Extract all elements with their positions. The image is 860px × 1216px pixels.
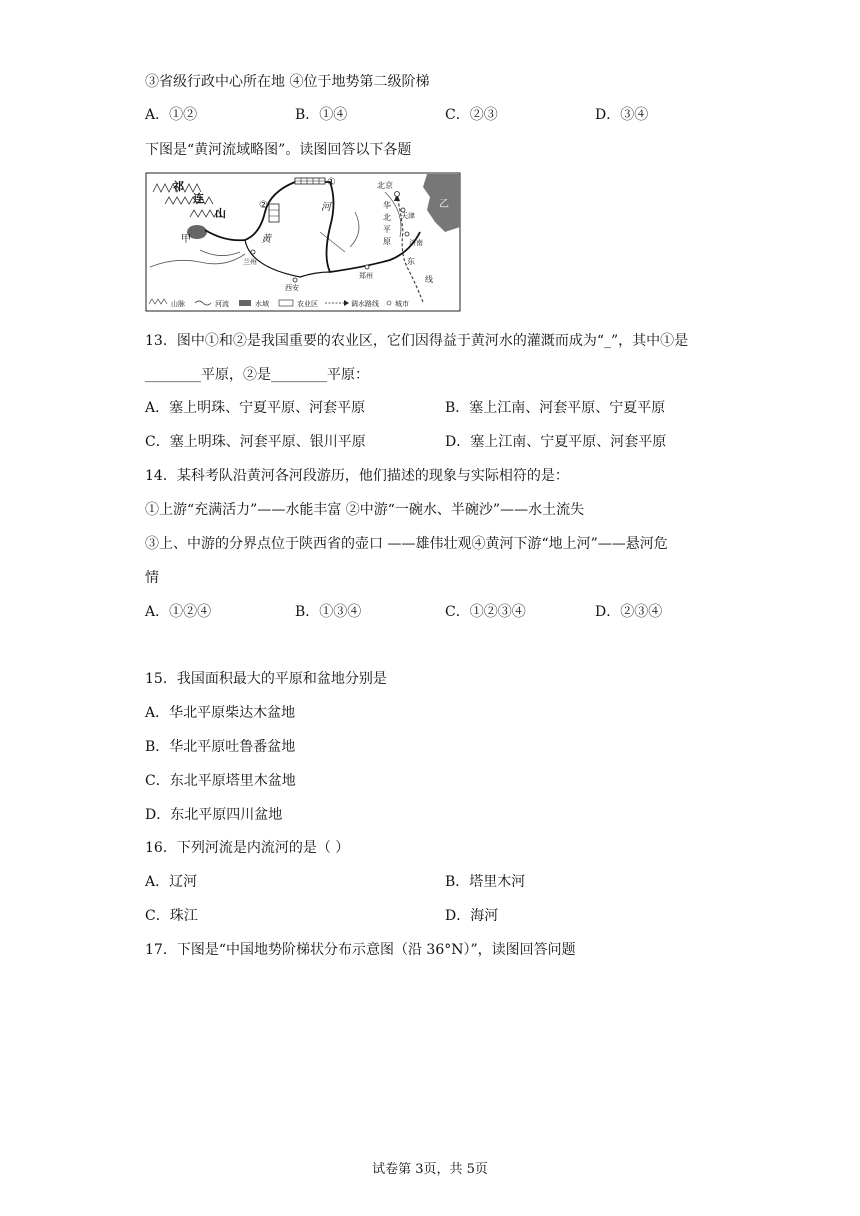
- map-label-qi: 祁: [173, 180, 184, 193]
- map-label-xian2: 线: [425, 275, 433, 284]
- q13-option-a[interactable]: A．塞上明珠、宁夏平原、河套平原: [145, 400, 366, 416]
- legend-farm: 农业区: [297, 300, 318, 308]
- map-intro: 下图是“黄河流域略图”。读图回答以下各题: [145, 142, 412, 158]
- q15-option-b[interactable]: B．华北平原吐鲁番盆地: [145, 739, 296, 755]
- map-label-he: 河: [321, 202, 331, 213]
- map-label-lian: 连: [193, 192, 204, 205]
- legend-mountain: 山脉: [171, 300, 185, 308]
- map-label-yuan: 原: [383, 237, 391, 246]
- q13-stem: 13．图中①和②是我国重要的农业区，它们因得益于黄河水的灌溉而成为“_”，其中①是: [145, 333, 689, 349]
- map-label-zhengzhou: 郑州: [359, 272, 373, 280]
- map-label-lanzhou: 兰州: [243, 258, 257, 266]
- map-label-circle1: ①: [327, 177, 336, 188]
- q12-option-a[interactable]: A．①②: [145, 107, 198, 123]
- q13-option-c[interactable]: C．塞上明珠、河套平原、银川平原: [145, 434, 366, 450]
- q15-option-c[interactable]: C．东北平原塔里木盆地: [145, 773, 296, 789]
- map-label-dong: 东: [407, 257, 415, 266]
- q16-stem: 16．下列河流是内流河的是（ ）: [145, 840, 350, 856]
- map-label-ping: 平: [383, 225, 391, 234]
- q16-option-a[interactable]: A．辽河: [145, 874, 198, 890]
- q13-stem-cont: ________平原，②是________平原：: [145, 367, 369, 383]
- q14-option-a[interactable]: A．①②④: [145, 604, 212, 620]
- q12-option-b[interactable]: B．①④: [295, 107, 348, 123]
- map-label-yi: 乙: [439, 199, 449, 210]
- q16-option-c[interactable]: C．珠江: [145, 908, 198, 924]
- q14-option-d[interactable]: D．②③④: [595, 604, 663, 620]
- map-label-hua: 华: [383, 201, 391, 210]
- legend-water: 水域: [255, 300, 269, 308]
- page-footer: 试卷第 3页，共 5页: [372, 1162, 488, 1177]
- q13-option-b[interactable]: B．塞上江南、河套平原、宁夏平原: [445, 400, 666, 416]
- q16-option-d[interactable]: D．海河: [445, 908, 499, 924]
- q16-option-b[interactable]: B．塔里木河: [445, 874, 526, 890]
- q15-stem: 15．我国面积最大的平原和盆地分别是: [145, 671, 387, 687]
- map-label-circle2: ②: [259, 200, 268, 211]
- q14-option-c[interactable]: C．①②③④: [445, 604, 526, 620]
- q15-option-d[interactable]: D．东北平原四川盆地: [145, 807, 283, 823]
- legend-river: 河流: [215, 300, 229, 308]
- farm-area-2: [269, 204, 279, 222]
- map-label-beijing: 北京: [377, 181, 393, 190]
- legend-route: 调水路线: [351, 300, 379, 308]
- map-label-jinan: 济南: [409, 239, 423, 247]
- yellow-river-map: [145, 172, 461, 312]
- q14-option-b[interactable]: B．①③④: [295, 604, 362, 620]
- map-label-huang: 黄: [261, 234, 271, 245]
- q13-option-d[interactable]: D．塞上江南、宁夏平原、河套平原: [445, 434, 667, 450]
- map-label-tianjin: 天津: [401, 212, 415, 220]
- map-label-jia: 甲: [181, 234, 191, 245]
- q12-option-c[interactable]: C．②③: [445, 107, 498, 123]
- q14-statement-1-2: ①上游“充满活力”——水能丰富 ②中游“一碗水、半碗沙”——水土流失: [145, 502, 585, 518]
- legend-city: 城市: [395, 300, 409, 308]
- q12-statement-3-4: ③省级行政中心所在地 ④位于地势第二级阶梯: [145, 74, 430, 90]
- q12-option-d[interactable]: D．③④: [595, 107, 649, 123]
- q14-stem: 14．某科考队沿黄河各河段游历，他们描述的现象与实际相符的是：: [145, 468, 569, 484]
- q15-option-a[interactable]: A．华北平原柴达木盆地: [145, 705, 296, 721]
- q14-statement-cont: 情: [145, 570, 159, 586]
- q17-stem: 17．下图是“中国地势阶梯状分布示意图（沿 36°N）”，读图回答问题: [145, 942, 576, 958]
- q14-statement-3-4: ③上、中游的分界点位于陕西省的壶口 ——雄伟壮观④黄河下游“地上河”——悬河危: [145, 536, 668, 552]
- map-label-bei: 北: [383, 213, 391, 222]
- map-label-xian: 西安: [285, 284, 299, 292]
- map-label-shan: 山: [215, 207, 226, 220]
